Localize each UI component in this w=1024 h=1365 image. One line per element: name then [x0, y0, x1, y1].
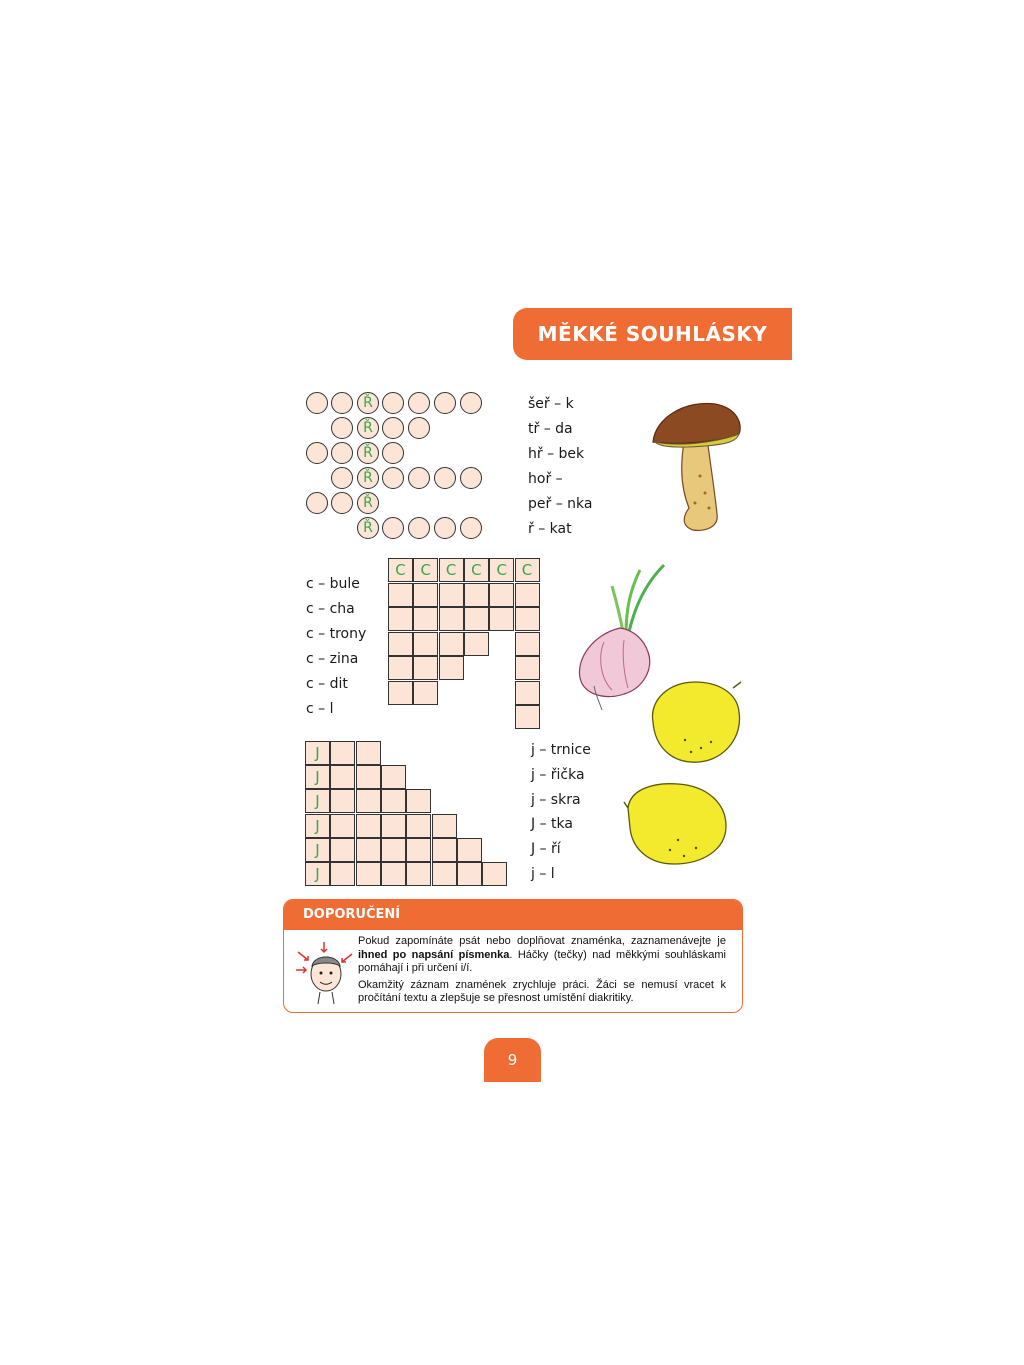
puzzle-circle[interactable] [408, 417, 430, 439]
grid-key-letter[interactable]: J [305, 741, 330, 765]
grid-cell[interactable] [457, 862, 482, 886]
grid-key-letter[interactable]: C [464, 558, 489, 582]
grid-cell[interactable] [515, 705, 540, 729]
grid-word: c – trony [306, 626, 367, 642]
lemon-icon [622, 778, 734, 868]
grid-cell[interactable] [406, 814, 431, 838]
grid-cell[interactable] [482, 862, 507, 886]
tip-header [284, 900, 742, 930]
puzzle-circle[interactable] [331, 442, 353, 464]
grid-cell[interactable] [439, 607, 464, 631]
grid-key-letter[interactable]: J [305, 862, 330, 886]
grid-cell[interactable] [381, 765, 406, 789]
grid-word: j – trnice [531, 742, 591, 758]
grid-cell[interactable] [406, 862, 431, 886]
tip-text [358, 935, 726, 1009]
lemon-icon [645, 676, 745, 768]
grid-cell[interactable] [406, 838, 431, 862]
puzzle-key-letter[interactable]: Ř [357, 517, 379, 539]
tip-emphasis: ihned po napsání písmenka [358, 948, 510, 961]
grid-cell[interactable] [464, 632, 489, 656]
puzzle-word: hoř – [528, 471, 563, 487]
puzzle-circle[interactable] [382, 467, 404, 489]
grid-cell[interactable] [330, 765, 355, 789]
grid-cell[interactable] [356, 862, 381, 886]
puzzle-key-letter[interactable]: Ř [357, 392, 379, 414]
puzzle-word: tř – da [528, 421, 573, 437]
tip-box [283, 899, 743, 1013]
grid-cell[interactable] [413, 632, 438, 656]
puzzle-circle[interactable] [434, 392, 456, 414]
grid-cell[interactable] [432, 862, 457, 886]
grid-key-letter[interactable]: C [515, 558, 540, 582]
thinking-boy-icon [294, 940, 354, 1006]
grid-cell[interactable] [464, 607, 489, 631]
grid-cell[interactable] [330, 862, 355, 886]
puzzle-key-letter[interactable]: Ř [357, 417, 379, 439]
grid-word: c – l [306, 701, 334, 717]
grid-cell[interactable] [356, 814, 381, 838]
grid-cell[interactable] [515, 583, 540, 607]
grid-word: c – cha [306, 601, 355, 617]
grid-cell[interactable] [388, 583, 413, 607]
grid-key-letter[interactable]: C [388, 558, 413, 582]
grid-cell[interactable] [388, 607, 413, 631]
section-title-bar [513, 308, 792, 360]
mushroom-icon [645, 398, 745, 534]
grid-cell[interactable] [388, 681, 413, 705]
grid-cell[interactable] [356, 765, 381, 789]
puzzle-word: šeř – k [528, 396, 574, 412]
puzzle-word: peř – nka [528, 496, 593, 512]
puzzle-circle[interactable] [331, 492, 353, 514]
grid-cell[interactable] [381, 838, 406, 862]
puzzle-circle[interactable] [331, 467, 353, 489]
grid-word: c – bule [306, 576, 360, 592]
puzzle-key-letter[interactable]: Ř [357, 467, 379, 489]
grid-word: c – zina [306, 651, 359, 667]
grid-key-letter[interactable]: C [413, 558, 438, 582]
puzzle-word: ř – kat [528, 521, 572, 537]
grid-word: J – tka [531, 816, 573, 833]
grid-cell[interactable] [406, 789, 431, 813]
puzzle-key-letter[interactable]: Ř [357, 492, 379, 514]
grid-cell[interactable] [330, 741, 355, 765]
page-number: 9 [507, 1051, 518, 1069]
grid-cell[interactable] [413, 583, 438, 607]
puzzle-circle[interactable] [460, 392, 482, 414]
grid-cell[interactable] [381, 789, 406, 813]
grid-cell[interactable] [515, 607, 540, 631]
grid-key-letter[interactable]: J [305, 789, 330, 813]
puzzle-circle[interactable] [306, 492, 328, 514]
grid-key-letter[interactable]: C [439, 558, 464, 582]
tip-heading: DOPORUČENÍ [303, 907, 401, 922]
grid-key-letter[interactable]: J [305, 814, 330, 838]
puzzle-circle[interactable] [331, 392, 353, 414]
grid-cell[interactable] [489, 583, 514, 607]
puzzle-circle[interactable] [408, 392, 430, 414]
puzzle-circle[interactable] [460, 517, 482, 539]
grid-cell[interactable] [330, 789, 355, 813]
grid-cell[interactable] [515, 681, 540, 705]
page-title: MĚKKÉ SOUHLÁSKY [537, 322, 768, 346]
grid-key-letter[interactable]: J [305, 838, 330, 862]
grid-cell[interactable] [413, 681, 438, 705]
puzzle-circle[interactable] [434, 467, 456, 489]
grid-word: j – skra [531, 791, 581, 808]
grid-cell[interactable] [388, 632, 413, 656]
grid-word: j – l [531, 866, 555, 882]
grid-cell[interactable] [356, 741, 381, 765]
puzzle-circle[interactable] [306, 392, 328, 414]
puzzle-key-letter[interactable]: Ř [357, 442, 379, 464]
grid-cell[interactable] [388, 656, 413, 680]
puzzle-circle[interactable] [382, 517, 404, 539]
grid-cell[interactable] [439, 656, 464, 680]
grid-cell[interactable] [515, 656, 540, 680]
puzzle-circle[interactable] [331, 417, 353, 439]
grid-cell[interactable] [381, 862, 406, 886]
grid-cell[interactable] [515, 632, 540, 656]
puzzle-circle[interactable] [382, 417, 404, 439]
puzzle-circle[interactable] [408, 467, 430, 489]
puzzle-circle[interactable] [460, 467, 482, 489]
grid-cell[interactable] [356, 789, 381, 813]
grid-cell[interactable] [413, 656, 438, 680]
grid-cell[interactable] [330, 838, 355, 862]
grid-cell[interactable] [489, 607, 514, 631]
puzzle-circle[interactable] [434, 517, 456, 539]
tip-paragraph [358, 935, 726, 976]
tip-paragraph: Okamžitý záznam znamének zrychluje práci. Žáci se nemusí vracet k pročítání textu a zlepšuje se přesnost umístění diakritiky. [358, 978, 726, 1004]
puzzle-word: hř – bek [528, 446, 585, 462]
grid-cell[interactable] [356, 838, 381, 862]
grid-cell[interactable] [457, 838, 482, 862]
grid-word: J – ří [531, 841, 561, 858]
puzzle-circle[interactable] [382, 442, 404, 464]
grid-key-letter[interactable]: J [305, 765, 330, 789]
grid-word: c – dit [306, 676, 348, 692]
grid-cell[interactable] [413, 607, 438, 631]
page-number-tab [484, 1038, 541, 1082]
puzzle-circle[interactable] [382, 392, 404, 414]
grid-word: j – řička [531, 766, 585, 783]
tip-text-run: . Háčky (tečky) nad měkkými souhláskami pomáhají i při určení i/í. [358, 948, 726, 974]
grid-cell[interactable] [439, 632, 464, 656]
tip-text-run: Pokud zapomínáte psát nebo doplňovat znaménka, zaznamenávejte je [358, 935, 726, 947]
puzzle-circle[interactable] [408, 517, 430, 539]
grid-cell[interactable] [439, 583, 464, 607]
grid-cell[interactable] [464, 583, 489, 607]
grid-cell[interactable] [330, 814, 355, 838]
puzzle-circle[interactable] [306, 442, 328, 464]
grid-cell[interactable] [381, 814, 406, 838]
grid-key-letter[interactable]: C [489, 558, 514, 582]
grid-cell[interactable] [432, 814, 457, 838]
grid-cell[interactable] [432, 838, 457, 862]
